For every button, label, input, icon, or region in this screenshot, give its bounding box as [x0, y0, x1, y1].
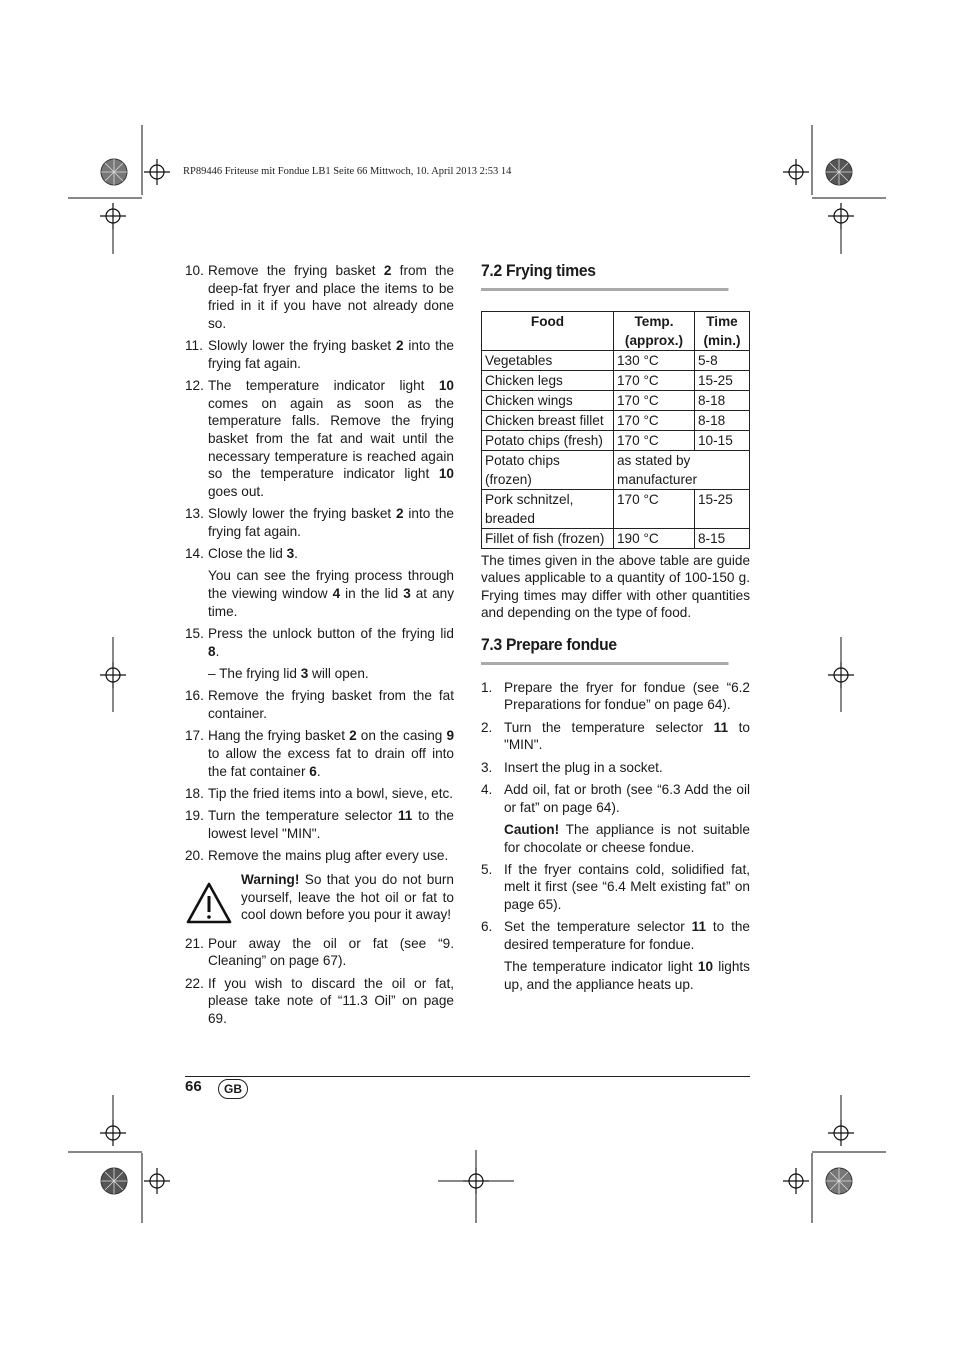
step-number: 14. — [185, 546, 204, 562]
cell-food: Chicken legs — [482, 370, 614, 390]
step-number: 4. — [481, 781, 493, 797]
table-note: The times given in the above table are guide values applicable to a quantity of 100-150 g. Frying times may differ with other quantities and depending on the type of food. — [481, 552, 750, 621]
cell-temp: 170 °C — [614, 370, 695, 390]
cell-temp: 170 °C — [614, 489, 695, 528]
step-text: Set the temperature selector 11 to the desired temperature for fondue. — [504, 919, 750, 953]
header-temp: Temp. (approx.) — [614, 311, 695, 350]
list-item — [185, 687, 454, 722]
step-text: Turn the temperature selector 11 to the lowest level "MIN". — [208, 808, 454, 841]
list-item — [481, 759, 750, 777]
table-row — [482, 430, 750, 450]
step-number: 18. — [185, 786, 204, 801]
step-text: Add oil, fat or broth (see “6.3 Add the oil or fat” on page 64). — [504, 781, 750, 815]
step-text: The temperature indicator light 10 comes on again as soon as the temperature falls. Remove the frying basket from the fat and wait until the necessary temperature is reached again so the temperature indicator light 10 goes out. — [208, 378, 454, 499]
warning-text: Warning! So that you do not burn yourself, leave the hot oil or fat to cool down before you pour it away! — [241, 871, 454, 923]
cell-food: Pork schnitzel, breaded — [482, 489, 614, 528]
step-number: 3. — [481, 759, 493, 775]
table-row — [482, 410, 750, 430]
list-item — [185, 935, 454, 970]
cell-food: Potato chips (fresh) — [482, 430, 614, 450]
cell-time: 15-25 — [695, 489, 750, 528]
header-time: Time (min.) — [695, 311, 750, 350]
right-column — [481, 262, 750, 998]
list-item — [185, 727, 454, 780]
cell-time: 8-15 — [695, 528, 750, 548]
step-number: 19. — [185, 808, 204, 824]
step-number: 13. — [185, 506, 204, 522]
step-text: Hang the frying basket 2 on the casing 9 to allow the excess fat to drain off into the fat container 6. — [208, 728, 454, 779]
table-header-row — [482, 311, 750, 350]
step-note: You can see the frying process through the viewing window 4 in the lid 3 at any time. — [208, 568, 454, 619]
cell-temp: 130 °C — [614, 350, 695, 370]
cell-temp: 170 °C — [614, 430, 695, 450]
step-text: If you wish to discard the oil or fat, please take note of “11.3 Oil” on page 69. — [208, 975, 454, 1026]
list-item — [185, 545, 454, 563]
fondue-steps — [481, 679, 750, 994]
table-row — [482, 450, 750, 489]
step-note: Caution! The appliance is not suitable for chocolate or cheese fondue. — [504, 821, 750, 855]
footer-rule — [185, 1076, 750, 1077]
cell-time: 8-18 — [695, 390, 750, 410]
step-note: The temperature indicator light 10 lights up, and the appliance heats up. — [504, 959, 750, 993]
step-note: – The frying lid 3 will open. — [208, 666, 369, 682]
list-item — [185, 785, 454, 803]
step-number: 22. — [185, 975, 204, 991]
step-text: Close the lid 3. — [208, 546, 298, 562]
step-number: 10. — [185, 263, 204, 278]
table-row — [482, 489, 750, 528]
cell-temp: 170 °C — [614, 390, 695, 410]
cell-time: 5-8 — [695, 350, 750, 370]
step-text: Insert the plug in a socket. — [504, 759, 663, 775]
list-item — [481, 861, 750, 914]
cell-time: 15-25 — [695, 370, 750, 390]
step-text: Tip the fried items into a bowl, sieve, etc. — [208, 786, 454, 801]
frying-times-table — [481, 311, 750, 549]
step-number: 11. — [185, 338, 203, 354]
header-food: Food — [482, 311, 614, 350]
cell-food: Fillet of fish (frozen) — [482, 528, 614, 548]
cell-time: 8-18 — [695, 410, 750, 430]
list-item — [185, 505, 454, 540]
language-badge: GB — [218, 1079, 248, 1099]
warning-box — [185, 871, 454, 930]
list-item — [185, 377, 454, 500]
step-text: Remove the frying basket from the fat container. — [208, 688, 454, 722]
step-text: Slowly lower the frying basket 2 into the frying fat again. — [208, 506, 454, 539]
step-number: 15. — [185, 626, 204, 642]
table-row — [482, 370, 750, 390]
step-text: Slowly lower the frying basket 2 into the frying fat again. — [208, 338, 454, 371]
step-text: Prepare the fryer for fondue (see “6.2 Preparations for fondue” on page 64). — [504, 679, 750, 713]
step-text: Remove the mains plug after every use. — [208, 848, 449, 864]
step-number: 12. — [185, 378, 204, 394]
list-item — [185, 847, 454, 865]
step-number: 6. — [481, 919, 493, 935]
step-text: Remove the frying basket 2 from the deep-fat fryer and place the items to be fried in it if you have not already done so. — [208, 263, 455, 331]
step-text: Press the unlock button of the frying lid 8. — [208, 626, 454, 659]
step-number: 5. — [481, 861, 493, 877]
step-number: 21. — [185, 935, 204, 951]
table-row — [482, 390, 750, 410]
step-number: 1. — [481, 679, 493, 695]
step-text: Pour away the oil or fat (see “9. Cleaning” on page 67). — [208, 935, 454, 969]
list-item — [185, 807, 454, 842]
step-number: 17. — [185, 728, 204, 744]
cell-temp-time: as stated by manufacturer — [614, 450, 750, 489]
cell-food: Chicken breast fillet — [482, 410, 614, 430]
list-item — [185, 262, 454, 332]
cell-food: Vegetables — [482, 350, 614, 370]
list-item — [481, 781, 750, 816]
list-item — [481, 918, 750, 953]
warning-icon — [185, 881, 233, 925]
page-number: 66 — [185, 1078, 202, 1095]
cell-temp: 190 °C — [614, 528, 695, 548]
cell-time: 10-15 — [695, 430, 750, 450]
list-item — [185, 337, 454, 372]
step-number: 2. — [481, 719, 493, 735]
cell-food: Potato chips (frozen) — [482, 450, 614, 489]
list-item — [481, 719, 750, 754]
step-number: 16. — [185, 688, 204, 704]
list-item — [185, 975, 454, 1028]
step-text: Turn the temperature selector 11 to "MIN". — [504, 719, 750, 753]
table-row — [482, 528, 750, 548]
cell-food: Chicken wings — [482, 390, 614, 410]
step-number: 20. — [185, 848, 204, 864]
section-heading-prepare-fondue: 7.3 Prepare fondue — [481, 636, 728, 665]
step-text: If the fryer contains cold, solidified fat, melt it first (see “6.4 Melt existing fat” on page 65). — [504, 861, 750, 913]
left-column — [185, 262, 454, 1032]
print-slug: RP89446 Friteuse mit Fondue LB1 Seite 66 Mittwoch, 10. April 2013 2:53 14 — [183, 166, 512, 177]
table-row — [482, 350, 750, 370]
list-item — [185, 625, 454, 660]
section-heading-frying-times: 7.2 Frying times — [481, 262, 728, 291]
cell-temp: 170 °C — [614, 410, 695, 430]
list-item — [481, 679, 750, 714]
